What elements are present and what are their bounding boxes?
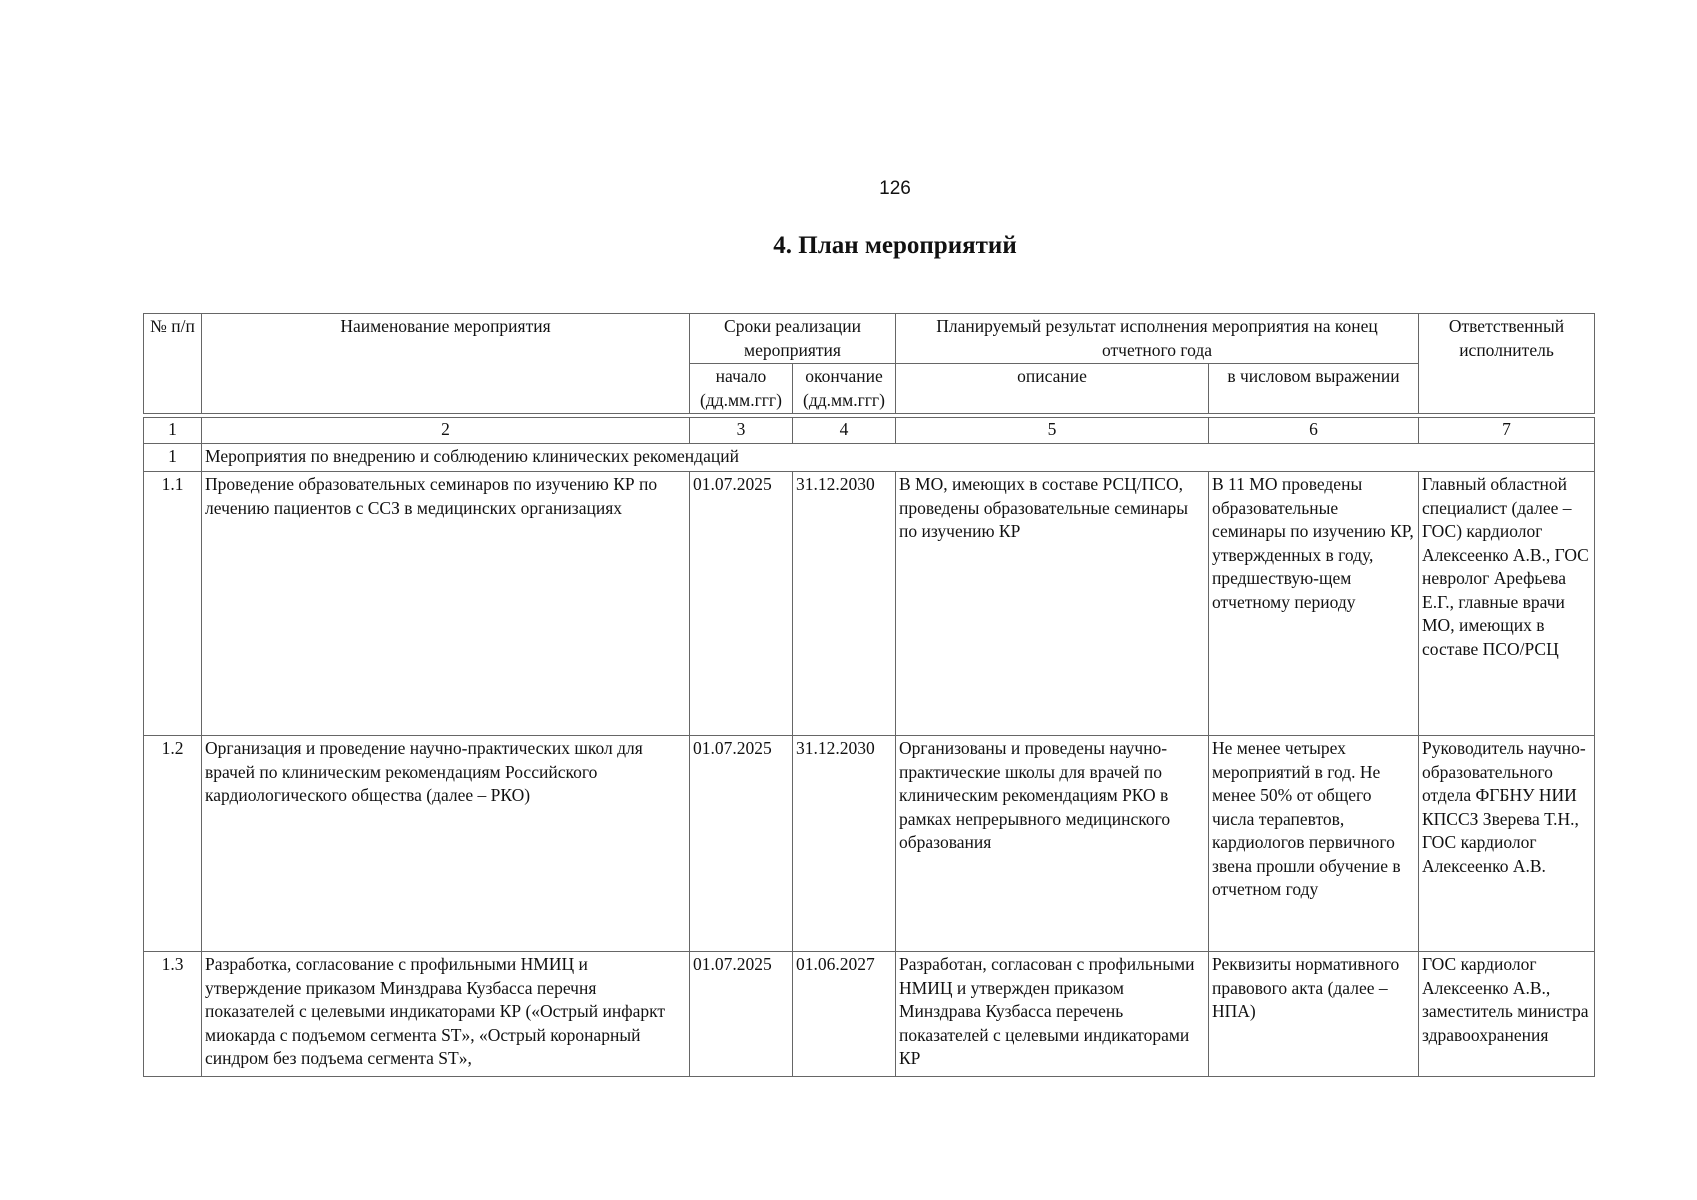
header-name: Наименование мероприятия (202, 314, 690, 414)
row-end: 31.12.2030 (793, 736, 896, 952)
header-dates: Сроки реализации мероприятия (690, 314, 896, 364)
section-num: 1 (144, 444, 202, 472)
table-row (144, 952, 1595, 1077)
row-end: 31.12.2030 (793, 472, 896, 736)
row-description: Организованы и проведены научно-практические школы для врачей по клиническим рекомендациям РКО в рамках непрерывного медицинского образования (896, 736, 1209, 952)
row-responsible: Руководитель научно-образовательного отдела ФГБНУ НИИ КПССЗ Зверева Т.Н., ГОС кардиолог Алексеенко А.В. (1419, 736, 1595, 952)
column-number: 6 (1209, 418, 1419, 444)
section-title: Мероприятия по внедрению и соблюдению клинических рекомендаций (202, 444, 1595, 472)
row-start: 01.07.2025 (690, 736, 793, 952)
row-name: Проведение образовательных семинаров по изучению КР по лечению пациентов с ССЗ в медицинских организациях (202, 472, 690, 736)
header-description: описание (896, 364, 1209, 414)
table-row (144, 736, 1595, 952)
row-num: 1.1 (144, 472, 202, 736)
column-number: 5 (896, 418, 1209, 444)
row-numeric: В 11 МО проведены образовательные семинары по изучению КР, утвержденных в году, предшествую-щем отчетному периоду (1209, 472, 1419, 736)
page-number: 126 (879, 178, 911, 199)
table-row (144, 472, 1595, 736)
plan-table (143, 313, 1595, 1077)
section-row (144, 444, 1595, 472)
row-description: В МО, имеющих в составе РСЦ/ПСО, проведены образовательные семинары по изучению КР (896, 472, 1209, 736)
column-number: 4 (793, 418, 896, 444)
column-number: 3 (690, 418, 793, 444)
row-num: 1.3 (144, 952, 202, 1077)
header-row (144, 314, 1595, 364)
row-end: 01.06.2027 (793, 952, 896, 1077)
header-num: № п/п (144, 314, 202, 414)
header-result: Планируемый результат исполнения мероприятия на конец отчетного года (896, 314, 1419, 364)
header-end: окончание (дд.мм.ггг) (793, 364, 896, 414)
row-start: 01.07.2025 (690, 952, 793, 1077)
row-name: Разработка, согласование с профильными НМИЦ и утверждение приказом Минздрава Кузбасса перечня показателей с целевыми индикаторами КР («Острый инфаркт миокарда с подъемом сегмента ST», «Острый коронарный синдром без подъема сегмента ST», (202, 952, 690, 1077)
row-numeric: Не менее четырех мероприятий в год. Не менее 50% от общего числа терапевтов, кардиологов первичного звена прошли обучение в отчетном году (1209, 736, 1419, 952)
row-responsible: ГОС кардиолог Алексеенко А.В., заместитель министра здравоохранения (1419, 952, 1595, 1077)
row-numeric: Реквизиты нормативного правового акта (далее – НПА) (1209, 952, 1419, 1077)
row-responsible: Главный областной специалист (далее – ГОС) кардиолог Алексеенко А.В., ГОС невролог Арефьева Е.Г., главные врачи МО, имеющих в составе ПСО/РСЦ (1419, 472, 1595, 736)
document-title: 4. План мероприятий (773, 232, 1017, 259)
row-name: Организация и проведение научно-практических школ для врачей по клиническим рекомендациям Российского кардиологического общества (далее – РКО) (202, 736, 690, 952)
column-number: 1 (144, 418, 202, 444)
row-description: Разработан, согласован с профильными НМИЦ и утвержден приказом Минздрава Кузбасса перечень показателей с целевыми индикаторами КР (896, 952, 1209, 1077)
column-number: 7 (1419, 418, 1595, 444)
row-num: 1.2 (144, 736, 202, 952)
column-numbers-row (144, 418, 1595, 444)
header-start: начало (дд.мм.ггг) (690, 364, 793, 414)
header-numeric: в числовом выражении (1209, 364, 1419, 414)
header-responsible: Ответственный исполнитель (1419, 314, 1595, 414)
column-number: 2 (202, 418, 690, 444)
row-start: 01.07.2025 (690, 472, 793, 736)
